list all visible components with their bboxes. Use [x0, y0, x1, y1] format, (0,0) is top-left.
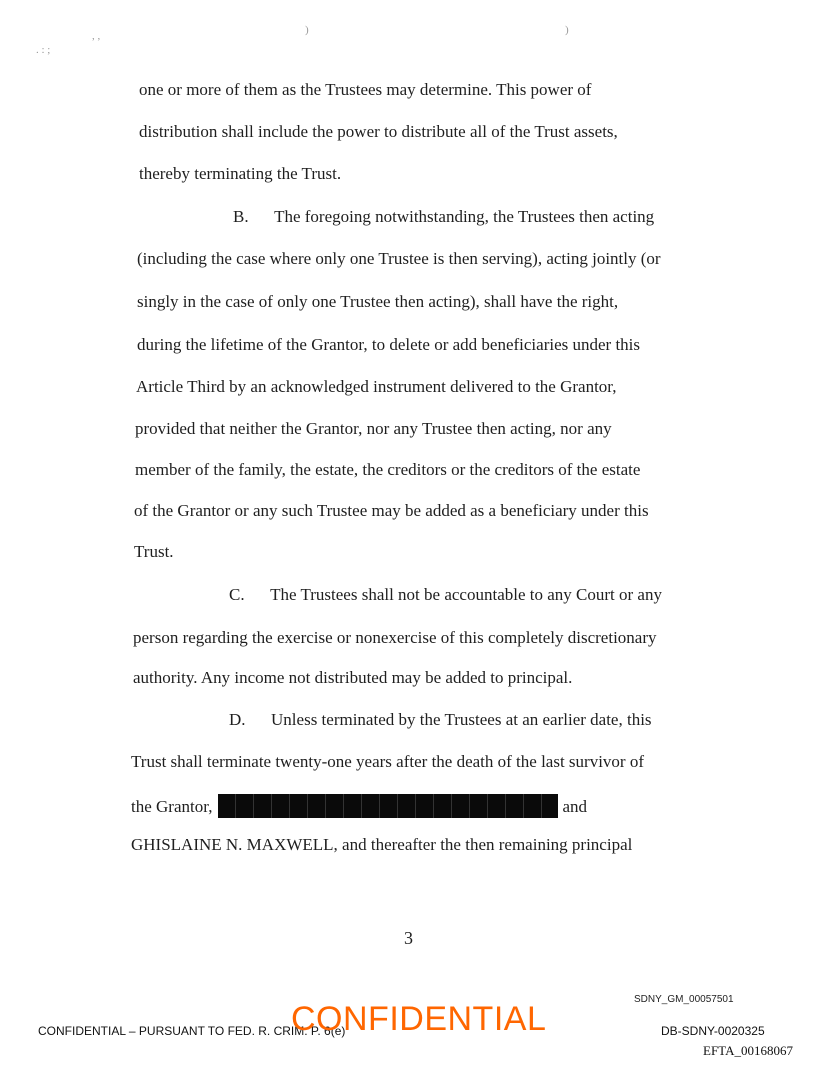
scan-speck: ): [565, 24, 569, 36]
body-line: of the Grantor or any such Trustee may be added as a beneficiary under this: [134, 501, 649, 520]
scan-speck: . : ;: [36, 44, 51, 56]
paragraph-b-heading: B. The foregoing notwithstanding, the Trustees then acting: [233, 207, 655, 226]
confidentiality-notice: CONFIDENTIAL – PURSUANT TO FED. R. CRIM. P. 6(e): [38, 1024, 346, 1038]
body-line: authority. Any income not distributed may be added to principal.: [133, 668, 573, 687]
body-line: provided that neither the Grantor, nor any Trustee then acting, nor any: [135, 419, 612, 438]
redacted-line-after: and: [562, 797, 588, 816]
body-line: Article Third by an acknowledged instrument delivered to the Grantor,: [136, 377, 617, 396]
body-line: Trust shall terminate twenty-one years after the death of the last survivor of: [131, 752, 645, 771]
paragraph-d-heading: D. Unless terminated by the Trustees at an earlier date, this: [229, 710, 652, 729]
bates-number-db-sdny: DB-SDNY-0020325: [661, 1024, 765, 1038]
page-number: 3: [404, 928, 413, 948]
body-line: Trust.: [134, 542, 174, 561]
body-line: GHISLAINE N. MAXWELL, and thereafter the then remaining principal: [131, 835, 633, 854]
body-line: person regarding the exercise or nonexercise of this completely discretionary: [133, 628, 657, 647]
body-line: member of the family, the estate, the creditors or the creditors of the estate: [135, 460, 641, 479]
paragraph-c-heading: C. The Trustees shall not be accountable to any Court or any: [229, 585, 662, 604]
body-line: during the lifetime of the Grantor, to delete or add beneficiaries under this: [137, 335, 641, 354]
bates-number-sdny-gm: SDNY_GM_00057501: [634, 994, 734, 1005]
body-line: singly in the case of only one Trustee then acting), shall have the right,: [137, 292, 619, 311]
body-line: thereby terminating the Trust.: [139, 164, 342, 183]
scan-speck: ): [305, 24, 309, 36]
body-line: one or more of them as the Trustees may determine. This power of: [139, 80, 592, 99]
body-line: (including the case where only one Trustee is then serving), acting jointly (or: [137, 249, 661, 268]
redacted-line: [131, 794, 587, 818]
bates-number-efta: EFTA_00168067: [703, 1043, 793, 1058]
confidential-stamp: CONFIDENTIAL: [291, 1000, 547, 1038]
body-line: distribution shall include the power to distribute all of the Trust assets,: [139, 122, 618, 141]
redaction-block: [218, 794, 558, 818]
redacted-line-before: the Grantor,: [131, 797, 213, 816]
scan-speck: , ,: [92, 30, 101, 42]
